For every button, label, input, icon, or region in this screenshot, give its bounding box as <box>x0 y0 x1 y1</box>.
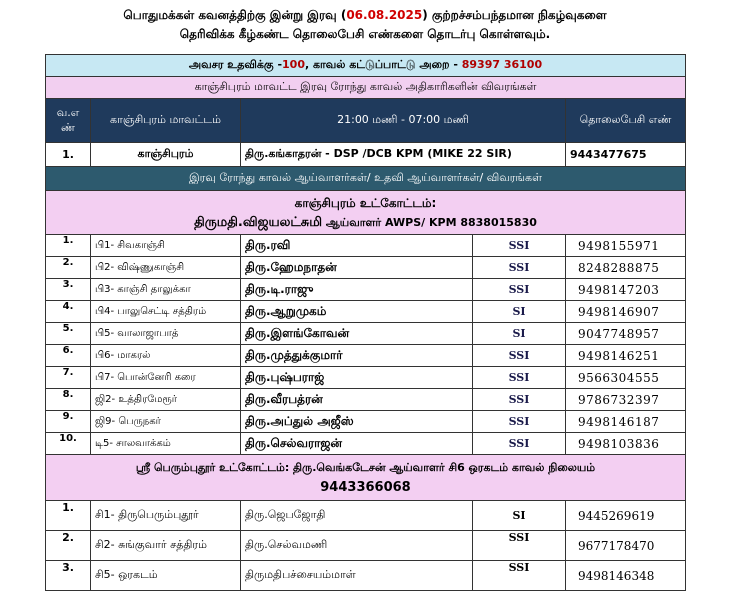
header-sno: வ.எ ண் <box>46 99 91 143</box>
row-station: சி1- திருபெரும்புதூர் <box>91 501 241 531</box>
table-row <box>46 433 686 455</box>
row-rank: SSI <box>473 279 566 301</box>
row-officer: திரு.செல்வராஜன் <box>241 433 473 455</box>
row-phone: 9786732397 <box>566 389 686 411</box>
row-sno: 9. <box>46 411 91 433</box>
row-officer: திரு.ரவி <box>241 235 473 257</box>
row-sno: 8. <box>46 389 91 411</box>
subdivision-1-title: காஞ்சிபுரம் உட்கோட்டம்: <box>294 195 437 210</box>
row-officer: திரு.வீரபத்ரன் <box>241 389 473 411</box>
header-phone: தொலைபேசி எண் <box>566 99 686 143</box>
control-room-label: , காவல் கட்டுப்பாட்டு அறை - <box>304 58 462 71</box>
row-sno: 1. <box>46 501 91 531</box>
table-row <box>46 323 686 345</box>
patrol-officers-table <box>45 54 686 591</box>
row-officer: திரு.ஜெபஜோதி <box>241 501 473 531</box>
subdivision-1-row <box>46 191 686 235</box>
row-officer: திரு.முத்துக்குமார் <box>241 345 473 367</box>
row-sno: 6. <box>46 345 91 367</box>
row-phone: 9498146348 <box>566 561 686 591</box>
row-rank: SSI <box>473 389 566 411</box>
main-officer: திரு.கங்காதரன் - DSP /DCB KPM (MIKE 22 SIR) <box>241 143 566 167</box>
row-station: பி4- பாலுசெட்டி சத்திரம் <box>91 301 241 323</box>
row-rank: SSI <box>473 531 566 561</box>
row-sno: 3. <box>46 561 91 591</box>
row-rank: SSI <box>473 345 566 367</box>
subdivision-1-cell <box>46 191 686 235</box>
row-station: பி1- சிவகாஞ்சி <box>91 235 241 257</box>
row-officer: திரு.புஷ்பராஜ் <box>241 367 473 389</box>
row-phone: 9498146907 <box>566 301 686 323</box>
row-sno: 5. <box>46 323 91 345</box>
row-station: பி2- விஷ்ணுகாஞ்சி <box>91 257 241 279</box>
row-officer: திரு.டி.ராஜு <box>241 279 473 301</box>
main-sno: 1. <box>46 143 91 167</box>
table-row <box>46 411 686 433</box>
row-station: ஜி2- உத்திரமேரூர் <box>91 389 241 411</box>
table-row <box>46 531 686 561</box>
row-phone: 9677178470 <box>566 531 686 561</box>
row-station: பி5- வாலாஜாபாத் <box>91 323 241 345</box>
row-phone: 9498146187 <box>566 411 686 433</box>
subdivision-2-row <box>46 455 686 501</box>
main-district: காஞ்சிபுரம் <box>91 143 241 167</box>
row-officer: திரு.இளங்கோவன் <box>241 323 473 345</box>
table-row <box>46 301 686 323</box>
row-rank: SSI <box>473 257 566 279</box>
notice-text: பொதுமக்கள் கவனத்திற்கு இன்று இரவு ( <box>123 8 347 22</box>
header-row <box>46 99 686 143</box>
row-station: பி7- பொன்னேரி கரை <box>91 367 241 389</box>
row-station: ஜி9- பெருநகர் <box>91 411 241 433</box>
header-time: 21:00 மணி - 07:00 மணி <box>241 99 566 143</box>
table-row <box>46 257 686 279</box>
row-sno: 2. <box>46 257 91 279</box>
row-station: சி2- சுங்குவார் சத்திரம் <box>91 531 241 561</box>
header-district: காஞ்சிபுரம் மாவட்டம் <box>91 99 241 143</box>
table-row <box>46 389 686 411</box>
notice-date: 06.08.2025 <box>346 8 423 22</box>
table-title: காஞ்சிபுரம் மாவட்ட இரவு ரோந்து காவல் அதிகாரிகளின் விவரங்கள் <box>46 77 686 99</box>
row-phone: 8248288875 <box>566 257 686 279</box>
table-row <box>46 561 686 591</box>
row-phone: 9445269619 <box>566 501 686 531</box>
row-rank: SI <box>473 323 566 345</box>
row-rank: SSI <box>473 235 566 257</box>
table-row <box>46 235 686 257</box>
row-sno: 1. <box>46 235 91 257</box>
row-phone: 9047748957 <box>566 323 686 345</box>
row-officer: திரு.ஆறுமுகம் <box>241 301 473 323</box>
subdivision-1-officer-detail: ஆய்வாளர் AWPS/ KPM 8838015830 <box>322 215 537 229</box>
emergency-label: அவசர உதவிக்கு - <box>188 58 283 71</box>
table-row <box>46 501 686 531</box>
row-phone: 9498103836 <box>566 433 686 455</box>
main-phone: 9443477675 <box>566 143 686 167</box>
row-rank: SSI <box>473 561 566 591</box>
row-rank: SSI <box>473 367 566 389</box>
subdivision-2-cell <box>46 455 686 501</box>
row-officer: திரு.செல்வமணி <box>241 531 473 561</box>
row-sno: 4. <box>46 301 91 323</box>
row-phone: 9498146251 <box>566 345 686 367</box>
row-sno: 2. <box>46 531 91 561</box>
row-officer: திரு.ஹேமநாதன் <box>241 257 473 279</box>
row-officer: திரு.அப்துல் அஜீஸ் <box>241 411 473 433</box>
row-phone: 9566304555 <box>566 367 686 389</box>
row-phone: 9498147203 <box>566 279 686 301</box>
row-sno: 7. <box>46 367 91 389</box>
notice-text-tail: ) குற்றச்சம்பந்தமான நிகழ்வுகளை <box>422 8 607 22</box>
row-station: டி5- சாலவாக்கம் <box>91 433 241 455</box>
row-station: பி3- காஞ்சி தாலுக்கா <box>91 279 241 301</box>
subdivision-1-officer <box>50 213 681 233</box>
row-sno: 3. <box>46 279 91 301</box>
row-rank: SSI <box>473 411 566 433</box>
table-row <box>46 367 686 389</box>
inspectors-band-row <box>46 167 686 191</box>
row-officer: திருமதிபச்சையம்மாள் <box>241 561 473 591</box>
emergency-row <box>46 55 686 77</box>
table-row <box>46 345 686 367</box>
helpline-number: 100 <box>282 58 305 71</box>
control-room-number: 89397 36100 <box>461 58 543 71</box>
row-rank: SI <box>473 301 566 323</box>
row-station: பி6- மாகரல் <box>91 345 241 367</box>
main-officer-row <box>46 143 686 167</box>
inspectors-band: இரவு ரோந்து காவல் ஆய்வாளர்கள்/ உதவி ஆய்வாளர்கள்/ விவரங்கள் <box>46 167 686 191</box>
subdivision-2-title: ஸ்ரீ பெரும்புதூர் உட்கோட்டம்: திரு.வெங்கடேசன் ஆய்வாளர் சி6 ஒரகடம் காவல் நிலையம் <box>135 460 596 474</box>
table-title-row <box>46 77 686 99</box>
row-rank: SI <box>473 501 566 531</box>
row-sno: 10. <box>46 433 91 455</box>
emergency-cell <box>46 55 686 77</box>
notice-line-2: தெரிவிக்க கீழ்கண்ட தொலைபேசி எண்களை தொடர்பு கொள்ளவும். <box>179 27 551 41</box>
subdivision-1-officer-name: திருமதி.விஜயலட்சுமி <box>194 214 323 230</box>
row-phone: 9498155971 <box>566 235 686 257</box>
notice-line-1 <box>0 8 730 24</box>
row-rank: SSI <box>473 433 566 455</box>
subdivision-2-phone: 9443366068 <box>320 479 411 495</box>
table-row <box>46 279 686 301</box>
row-station: சி5- ஒரகடம் <box>91 561 241 591</box>
